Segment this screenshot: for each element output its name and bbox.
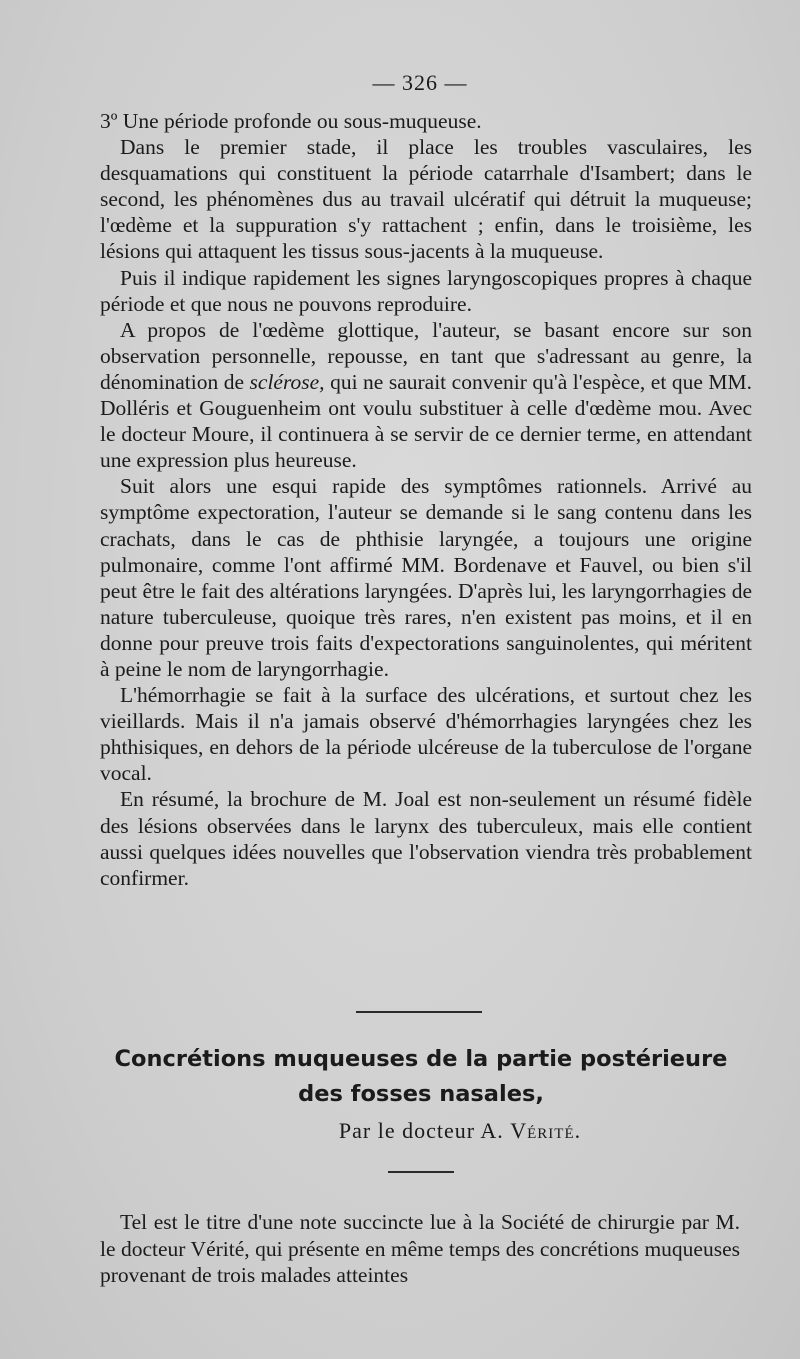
paragraph-3: Puis il indique rapidement les signes laryngoscopiques propres à chaque période et que nous ne pouvons reproduire.: [100, 265, 752, 316]
body-text: [100, 108, 752, 891]
section-divider-bottom: [388, 1171, 454, 1173]
article-paragraph-1: Tel est le titre d'une note succincte lue à la Société de chirurgie par M. le docteur Vérité, qui présente en même temps des concrétions muqueuses provenant de trois malades atteintes: [100, 1210, 740, 1287]
byline-prefix: Par le docteur A.: [338, 1118, 511, 1143]
paragraph-5: Suit alors une esqui rapide des symptômes rationnels. Arrivé au symptôme expectoration, l'auteur se demande si le sang contenu dans les crachats, dans le cas de phthisie laryngée, a toujours une origine pulmonaire, comme l'ont affirmé MM. Bordenave et Fauvel, ou bien s'il peut être le fait des altérations laryngées. D'après lui, les laryngorrhagies de nature tuberculeuse, quoique très rares, n'en existent pas moins, et il en donne pour preuve trois faits d'expectorations sanguinolentes, qui méritent à peine le nom de laryngorrhagie.: [100, 474, 752, 681]
article-title-line-1: Concrétions muqueuses de la partie postérieure: [114, 1046, 728, 1072]
paragraph-4: [100, 317, 752, 474]
emphasis-sclerose: sclérose,: [249, 369, 325, 394]
paragraph-7: En résumé, la brochure de M. Joal est non-seulement un résumé fidèle des lésions observées dans le larynx des tuberculeux, mais elle contient aussi quelques idées nouvelles que l'observation viendra très probablement confirmer.: [100, 787, 752, 890]
paragraph-1: 3º Une période profonde ou sous-muqueuse.: [100, 109, 482, 133]
section-divider-top: [356, 1011, 482, 1013]
article-byline: [100, 1118, 800, 1144]
paragraph-4-after: qui ne saurait convenir qu'à l'espèce, et que MM. Dolléris et Gouguenheim ont voulu substituer à celle d'œdème mou. Avec le docteur Moure, il continuera à se servir de ce dernier terme, en attendant une expression plus heureuse.: [100, 369, 752, 473]
paragraph-2: Dans le premier stade, il place les troubles vasculaires, les desquamations qui constituent la période catarrhale d'Isambert; dans le second, les phénomènes dus au travail ulcératif qui détruit la muqueuse; l'œdème et la suppuration s'y rattachent ; enfin, dans le troisième, les lésions qui attaquent les tissus sous-jacents à la muqueuse.: [100, 135, 752, 264]
article-title: [96, 1042, 746, 1112]
article-title-line-2: des fosses nasales,: [298, 1081, 544, 1107]
paragraph-4-before: A propos de l'œdème glottique, l'auteur, se basant encore sur son observation personnelle, repousse, en tant que s'adressant au genre, la dénomination de: [100, 317, 752, 394]
page-number: — 326 —: [372, 70, 468, 95]
article-body: [100, 1209, 740, 1289]
byline-author: Vérité.: [510, 1118, 582, 1143]
paragraph-6: L'hémorrhagie se fait à la surface des ulcérations, et surtout chez les vieillards. Mais il n'a jamais observé d'hémorrhagies laryngées chez les phthisiques, en dehors de la période ulcéreuse de la tuberculose de l'organe vocal.: [100, 683, 752, 786]
